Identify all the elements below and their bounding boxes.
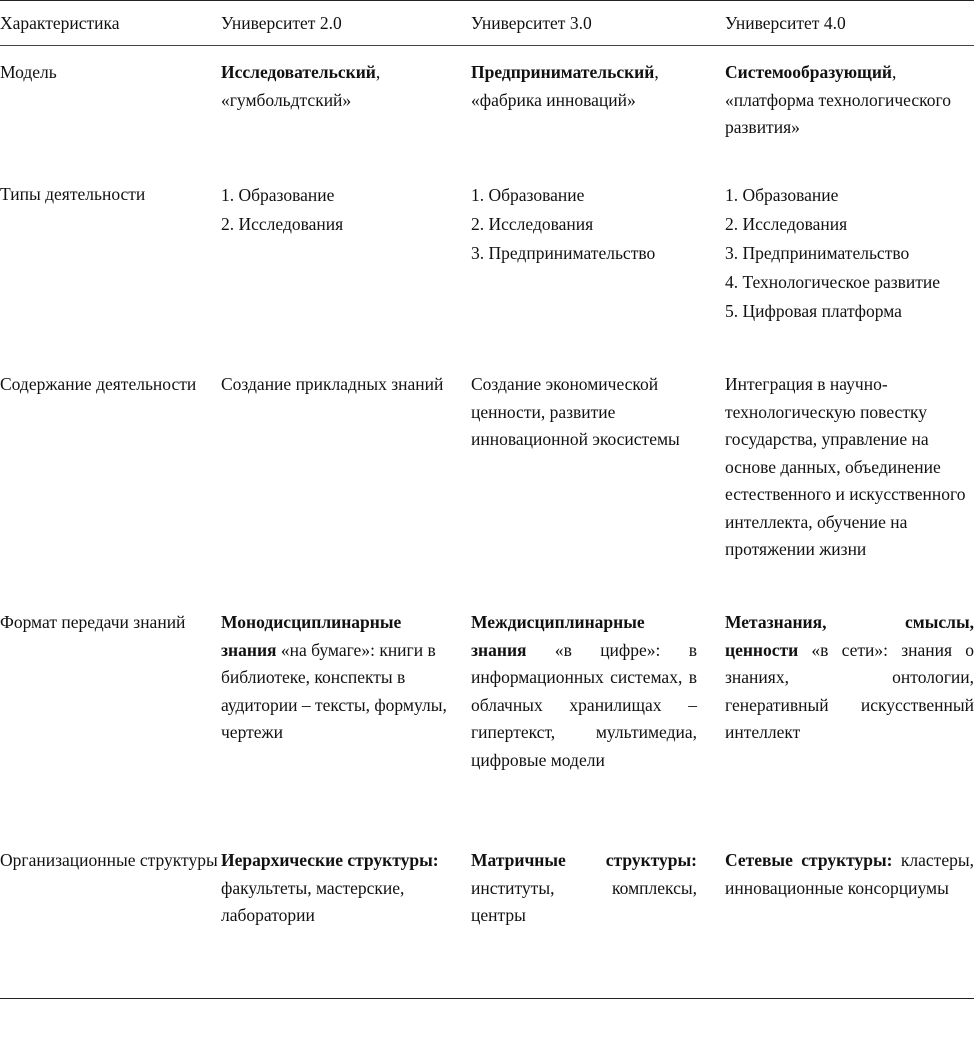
list-item: 3. Предпринимательство bbox=[471, 243, 656, 263]
activity-types-u2 bbox=[221, 168, 471, 358]
table-row-activity-content bbox=[0, 358, 974, 596]
knowledge-format-u3 bbox=[471, 596, 725, 834]
list-item: 5. Цифровая платформа bbox=[725, 301, 902, 321]
org-structures-u3-bold: Матричные структуры: bbox=[471, 850, 697, 870]
header-characteristic: Характеристика bbox=[0, 13, 120, 33]
org-structures-u3-text: институты, комплексы, центры bbox=[471, 877, 697, 925]
list-item: 2. Исследования bbox=[471, 214, 594, 234]
list-item: 1. Образование bbox=[725, 185, 839, 205]
table-row-knowledge-format bbox=[0, 596, 974, 834]
knowledge-format-u2 bbox=[221, 596, 471, 834]
header-university-2: Университет 2.0 bbox=[221, 13, 342, 33]
activity-types-u4 bbox=[725, 168, 974, 358]
org-structures-u4-bold: Сетевые структуры: bbox=[725, 850, 893, 870]
list-item: 3. Предпринимательство bbox=[725, 243, 910, 263]
knowledge-format-u4-bold: Метазнания, смыслы, ценности bbox=[725, 612, 974, 660]
table-row-activity-types bbox=[0, 168, 974, 358]
model-u4-text: , «платформа технологического развития» bbox=[725, 62, 951, 137]
activity-types-u3 bbox=[471, 168, 725, 358]
model-u2-bold: Исследовательский bbox=[221, 62, 376, 82]
knowledge-format-u4-text: «в сети»: знания о знаниях, онтологии, генеративный искусственный интеллект bbox=[725, 639, 974, 742]
table-row-org-structures bbox=[0, 834, 974, 998]
header-university-4: Университет 4.0 bbox=[725, 13, 846, 33]
model-u3-bold: Предпринимательский bbox=[471, 62, 655, 82]
org-structures-u3 bbox=[471, 834, 725, 998]
org-structures-u2 bbox=[221, 834, 471, 998]
knowledge-format-u3-text: «в цифре»: в информационных системах, в облачных хранилищах – гипертекст, мультимедиа, цифровые модели bbox=[471, 639, 697, 770]
activity-content-u3: Создание экономической ценности, развитие инновационной экосистемы bbox=[471, 374, 680, 449]
model-u4-bold: Системообразующий bbox=[725, 62, 893, 82]
knowledge-format-u2-text: «на бумаге»: книги в библиотеке, конспекты в аудитории – тексты, формулы, чертежи bbox=[221, 639, 447, 742]
model-u2-text: , «гумбольдтский» bbox=[221, 62, 381, 110]
table-header-row bbox=[0, 1, 974, 46]
header-university-3: Университет 3.0 bbox=[471, 13, 592, 33]
model-u3 bbox=[471, 46, 725, 168]
org-structures-u2-text: факультеты, мастерские, лаборатории bbox=[221, 877, 405, 925]
knowledge-format-u2-bold: Монодисциплинарные знания bbox=[221, 612, 402, 660]
knowledge-format-u3-bold: Междисциплинарные знания bbox=[471, 612, 645, 660]
activity-content-u4: Интеграция в научно-технологическую повестку государства, управление на основе данных, объединение естественного и искусственного интеллекта, обучение на протяжении жизни bbox=[725, 374, 966, 559]
model-u4 bbox=[725, 46, 974, 168]
list-item: 2. Исследования bbox=[221, 214, 344, 234]
org-structures-u2-bold: Иерархические структуры: bbox=[221, 850, 439, 870]
row-label-activity-types: Типы деятельности bbox=[0, 184, 146, 204]
table-row-model bbox=[0, 46, 974, 168]
list-item: 1. Образование bbox=[471, 185, 585, 205]
activity-content-u2: Создание прикладных знаний bbox=[221, 374, 444, 394]
row-label-org-structures: Организационные структуры bbox=[0, 850, 218, 870]
row-label-knowledge-format: Формат передачи знаний bbox=[0, 612, 186, 632]
list-item: 4. Технологическое развитие bbox=[725, 272, 941, 292]
org-structures-u4 bbox=[725, 834, 974, 998]
list-item: 2. Исследования bbox=[725, 214, 848, 234]
model-u2 bbox=[221, 46, 471, 168]
model-u3-text: , «фабрика инноваций» bbox=[471, 62, 659, 110]
list-item: 1. Образование bbox=[221, 185, 335, 205]
row-label-activity-content: Содержание деятельности bbox=[0, 374, 197, 394]
org-structures-u4-text: кластеры, инновационные консорциумы bbox=[725, 850, 974, 898]
knowledge-format-u4 bbox=[725, 596, 974, 834]
row-label-model: Модель bbox=[0, 62, 57, 82]
